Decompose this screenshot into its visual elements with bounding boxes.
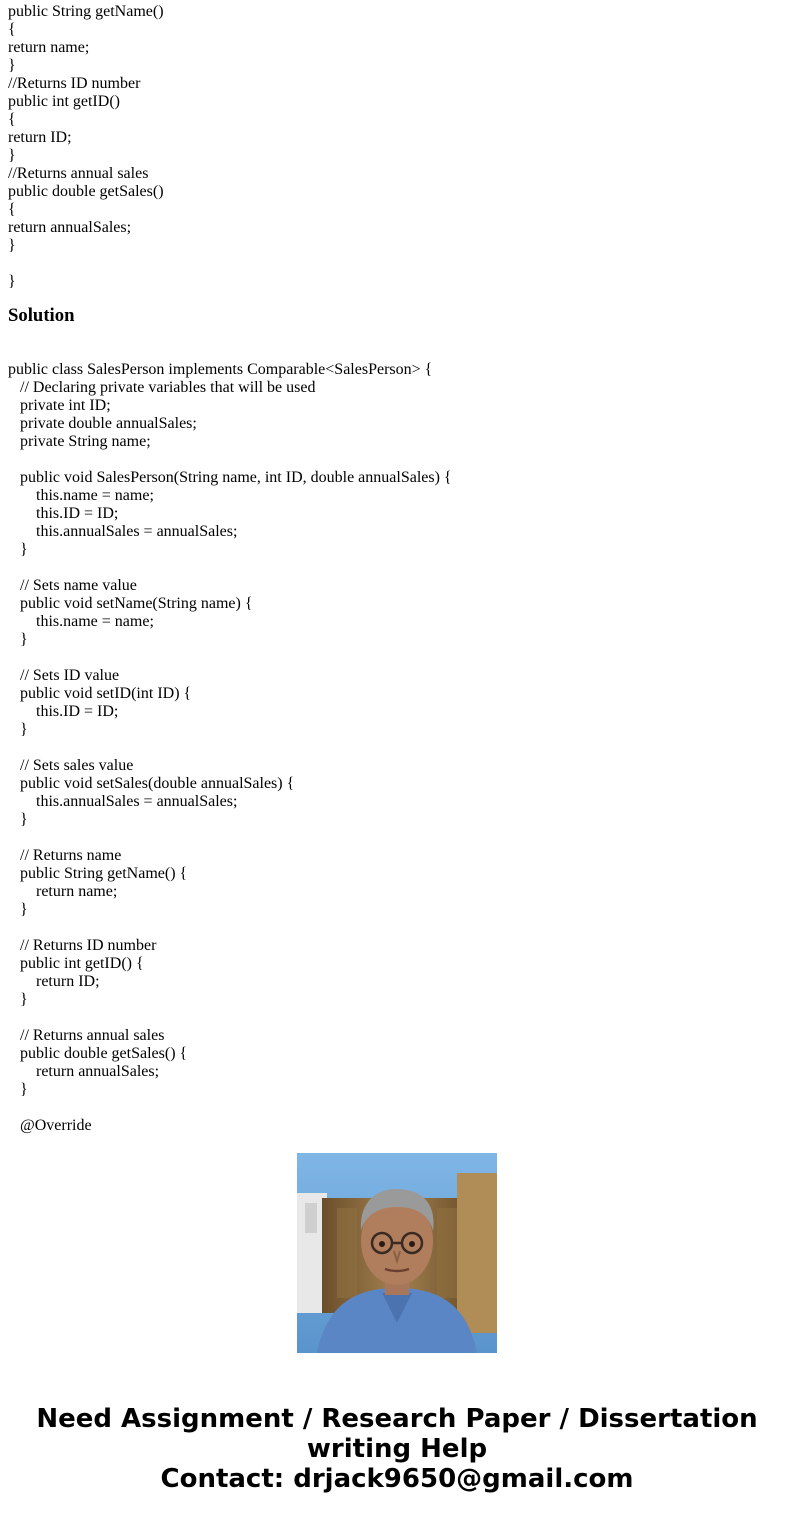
code-line: //Returns ID number <box>8 75 141 92</box>
code-line: this.ID = ID; <box>36 703 119 720</box>
code-line <box>8 919 786 937</box>
code-line: } <box>20 721 28 738</box>
code-line: } <box>8 57 16 74</box>
code-line <box>8 1099 786 1117</box>
code-line: public int getID() <box>8 93 120 110</box>
code-line: public String getName() <box>8 3 164 20</box>
code-line: { <box>8 201 16 218</box>
code-line <box>8 1009 786 1027</box>
code-line: public String getName() { <box>20 865 188 882</box>
code-line: } <box>20 991 28 1008</box>
code-line: private String name; <box>20 433 151 450</box>
code-line: { <box>8 21 16 38</box>
code-line: // Sets sales value <box>20 757 134 774</box>
solution-heading: Solution <box>8 305 75 326</box>
cta-contact-email: Contact: drjack9650@gmail.com <box>160 1464 634 1494</box>
code-line: return name; <box>36 883 118 900</box>
code-line: } <box>20 1081 28 1098</box>
code-line: // Sets ID value <box>20 667 120 684</box>
cta-line-2: writing Help <box>306 1434 488 1464</box>
code-line: public void setID(int ID) { <box>20 685 192 702</box>
solution-code-block <box>8 361 786 1134</box>
code-line: private double annualSales; <box>20 415 197 432</box>
code-line: this.annualSales = annualSales; <box>36 523 238 540</box>
code-line: // Returns annual sales <box>20 1027 165 1044</box>
author-avatar <box>297 1153 497 1353</box>
code-line: } <box>8 147 16 164</box>
code-line: this.ID = ID; <box>36 505 119 522</box>
code-line: return ID; <box>36 973 100 990</box>
code-line <box>8 451 786 469</box>
code-line: @Override <box>20 1117 92 1134</box>
contact-banner <box>0 1404 794 1494</box>
code-line: public double getSales() <box>8 183 164 200</box>
code-line: return annualSales; <box>8 219 132 236</box>
code-line: //Returns annual sales <box>8 165 149 182</box>
person-photo-icon <box>297 1153 497 1353</box>
code-line: return annualSales; <box>36 1063 160 1080</box>
code-line: } <box>8 237 16 254</box>
code-line: } <box>20 631 28 648</box>
code-line: public void setName(String name) { <box>20 595 253 612</box>
code-line <box>8 559 786 577</box>
code-line: public void setSales(double annualSales) { <box>20 775 295 792</box>
code-line: // Returns name <box>20 847 122 864</box>
code-line: return name; <box>8 39 90 56</box>
code-line <box>8 829 786 847</box>
code-line: } <box>20 541 28 558</box>
code-line: // Declaring private variables that will be used <box>20 379 316 396</box>
code-line: public void SalesPerson(String name, int ID, double annualSales) { <box>20 469 452 486</box>
code-line: public int getID() { <box>20 955 144 972</box>
code-line: } <box>20 811 28 828</box>
code-line: } <box>8 273 16 290</box>
code-line <box>8 649 786 667</box>
code-line: { <box>8 111 16 128</box>
code-line: return ID; <box>8 129 72 146</box>
code-line: // Returns ID number <box>20 937 157 954</box>
code-line: // Sets name value <box>20 577 137 594</box>
code-line <box>8 255 786 273</box>
cta-line-1: Need Assignment / Research Paper / Dissertation <box>36 1404 758 1434</box>
code-line: this.name = name; <box>36 613 154 630</box>
code-line: this.annualSales = annualSales; <box>36 793 238 810</box>
code-line: this.name = name; <box>36 487 154 504</box>
question-code-tail <box>8 3 786 291</box>
code-line <box>8 739 786 757</box>
code-line: public double getSales() { <box>20 1045 188 1062</box>
document-page <box>8 3 786 1134</box>
code-line: private int ID; <box>20 397 111 414</box>
code-line: } <box>20 901 28 918</box>
code-line: public class SalesPerson implements Comparable<SalesPerson> { <box>8 361 433 378</box>
